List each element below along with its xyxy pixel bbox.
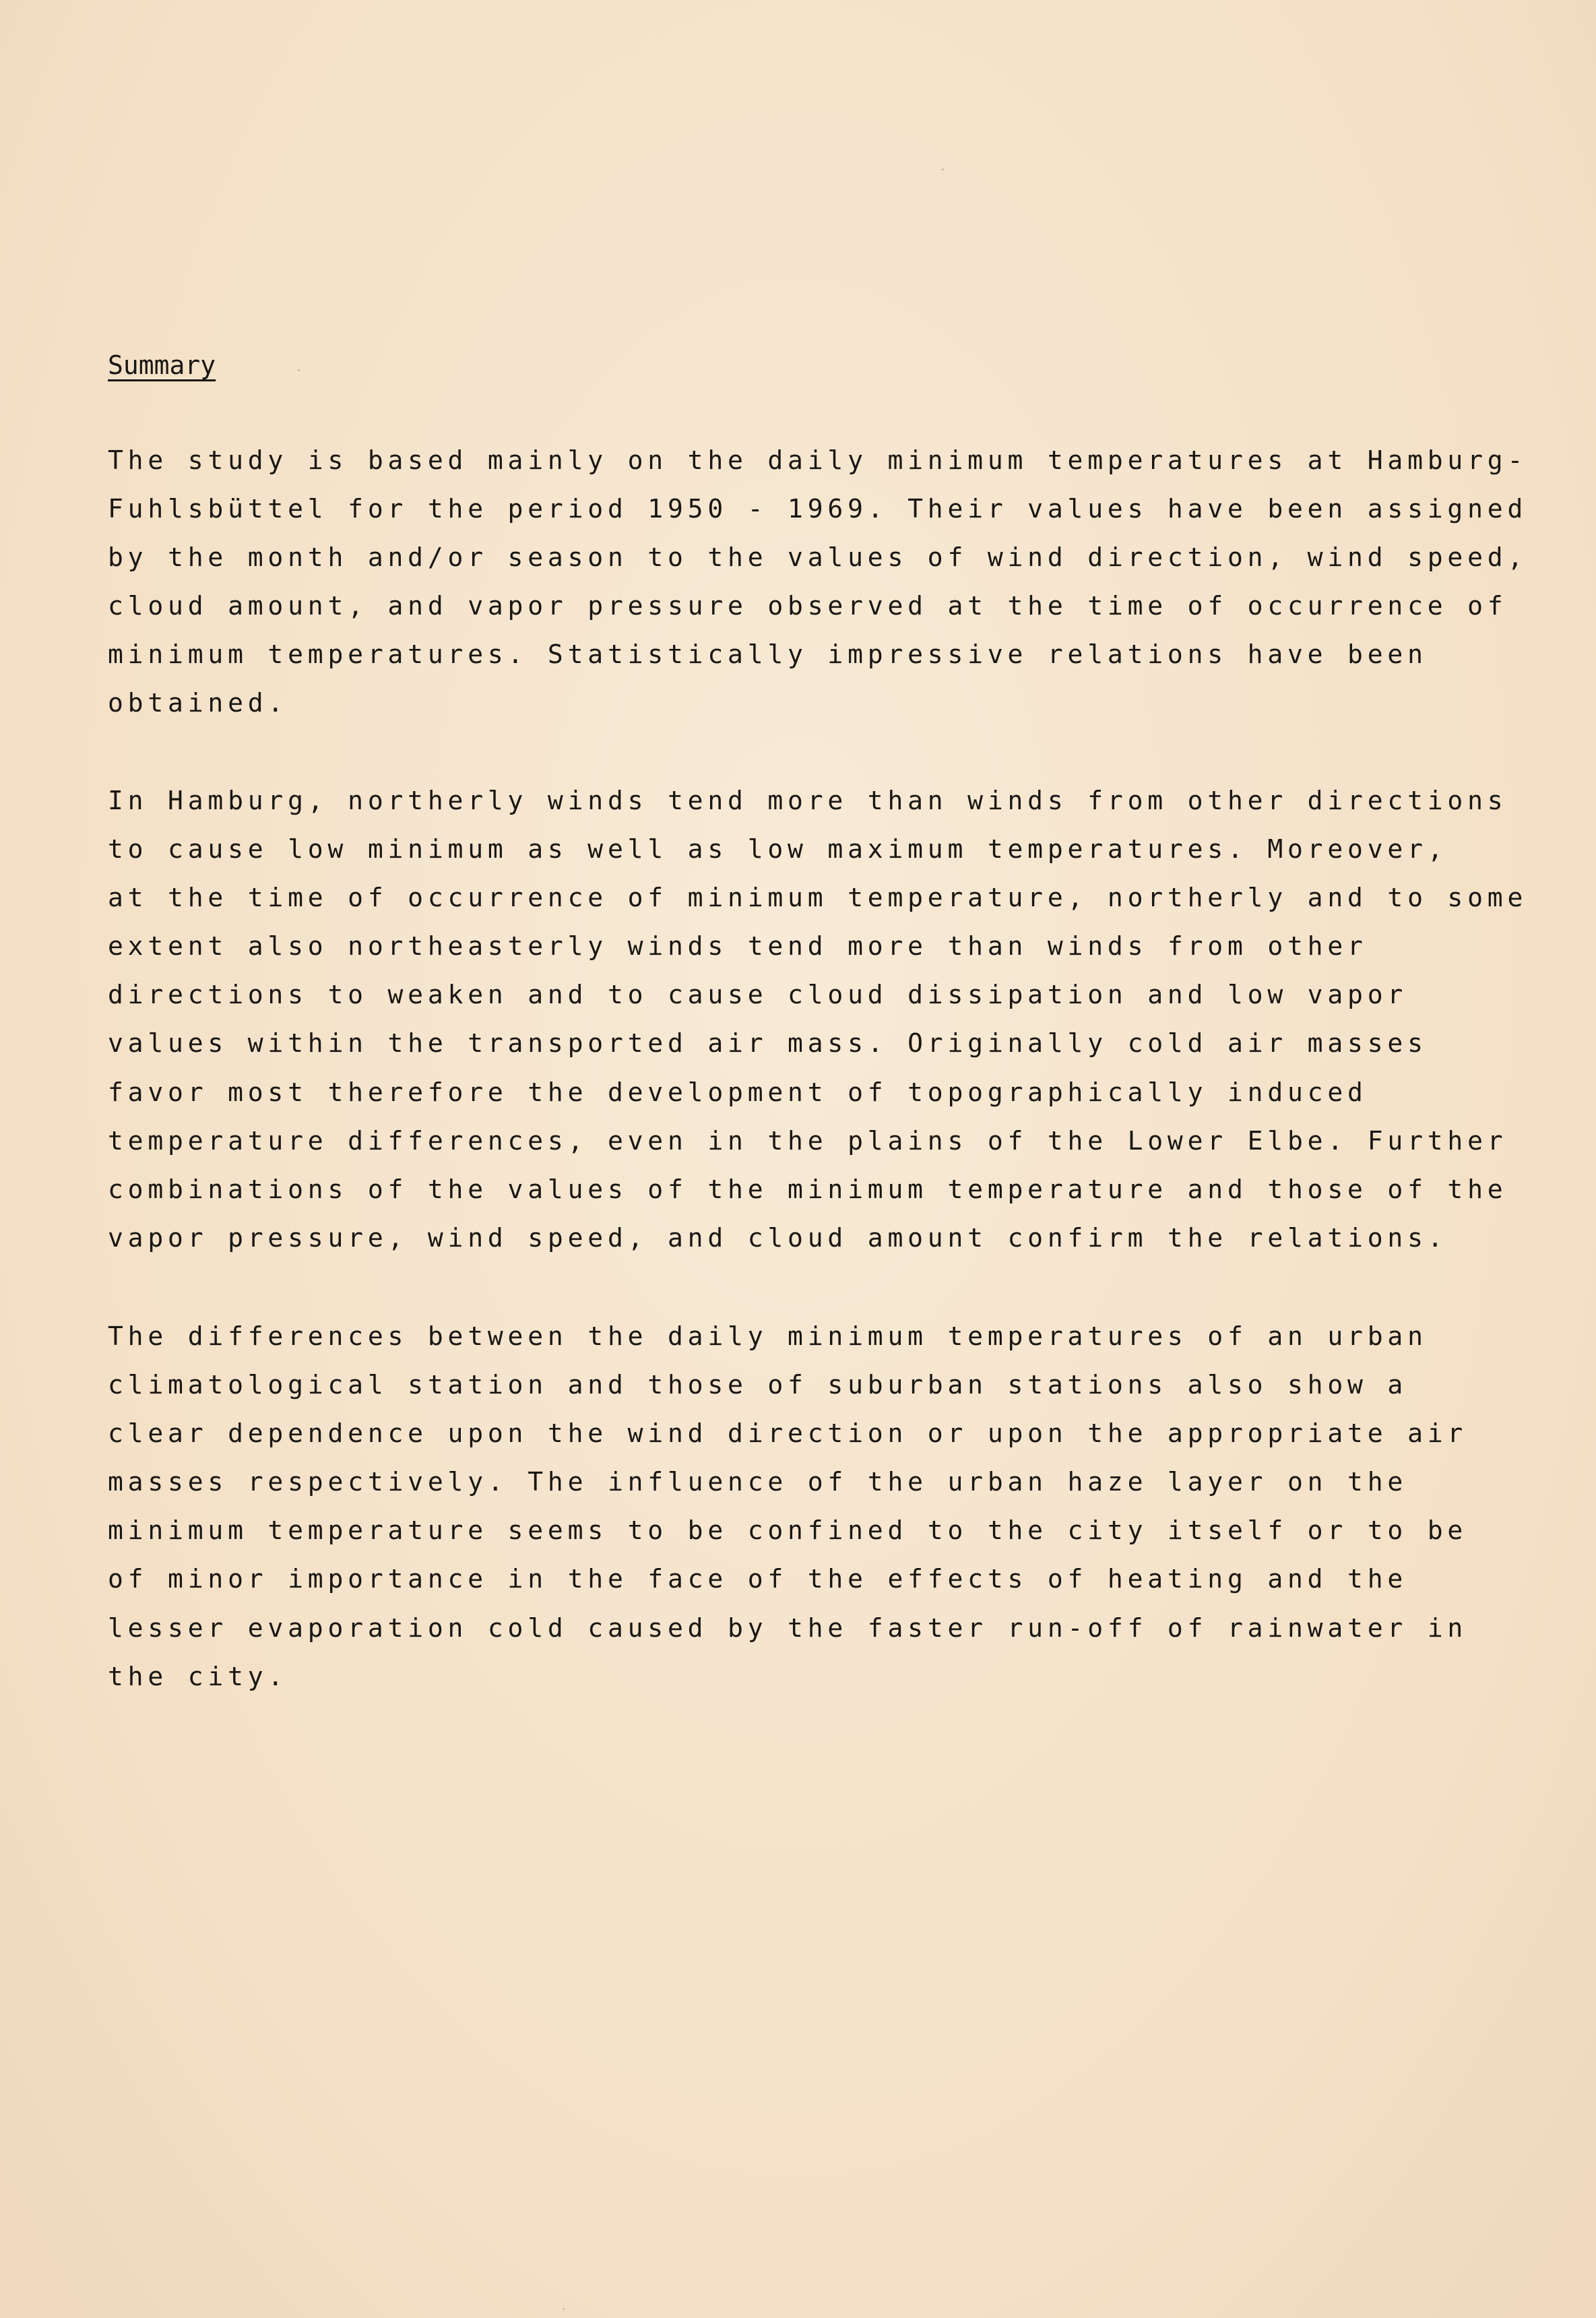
text-line: of minor importance in the face of the effects of heating and the <box>108 1564 1408 1594</box>
text-line: masses respectively. The influence of the urban haze layer on the <box>108 1467 1408 1497</box>
paper-speck <box>563 2308 565 2310</box>
text-line: at the time of occurrence of minimum temperature, northerly and to some <box>108 883 1528 913</box>
text-line: by the month and/or season to the values of wind direction, wind speed, <box>108 542 1528 573</box>
text-line: to cause low minimum as well as low maximum temperatures. Moreover, <box>108 834 1448 865</box>
text-line: clear dependence upon the wind direction or upon the appropriate air <box>108 1418 1468 1449</box>
summary-heading: Summary <box>108 350 216 380</box>
paper-speck <box>298 369 300 371</box>
text-line: directions to weaken and to cause cloud dissipation and low vapor <box>108 980 1408 1010</box>
text-line: minimum temperature seems to be confined to the city itself or to be <box>108 1515 1468 1546</box>
text-line: extent also northeasterly winds tend more than winds from other <box>108 931 1368 962</box>
text-line: vapor pressure, wind speed, and cloud amount confirm the relations. <box>108 1222 1448 1253</box>
text-line: cloud amount, and vapor pressure observed at the time of occurrence of <box>108 591 1508 621</box>
paragraph-3 <box>108 1312 1523 1701</box>
text-line: minimum temperatures. Statistically impressive relations have been <box>108 639 1428 670</box>
text-line: In Hamburg, northerly winds tend more than winds from other directions <box>108 786 1508 815</box>
paragraph-2 <box>108 776 1528 1262</box>
text-line: Fuhlsbüttel for the period 1950 - 1969. Their values have been assigned <box>108 494 1528 524</box>
text-line: obtained. <box>108 688 288 718</box>
paper-speck <box>942 168 944 170</box>
text-line: climatological station and those of suburban stations also show a <box>108 1370 1408 1400</box>
paragraph-1 <box>108 436 1528 728</box>
text-line: values within the transported air mass. Originally cold air masses <box>108 1028 1428 1059</box>
text-line: combinations of the values of the minimum temperature and those of the <box>108 1174 1508 1204</box>
text-line: The differences between the daily minimum temperatures of an urban <box>108 1321 1428 1351</box>
text-line: the city. <box>108 1661 288 1691</box>
text-line: The study is based mainly on the daily minimum temperatures at Hamburg- <box>108 445 1528 475</box>
text-line: lesser evaporation cold caused by the faster run-off of rainwater in <box>108 1612 1468 1643</box>
text-line: temperature differences, even in the plains of the Lower Elbe. Further <box>108 1125 1508 1156</box>
text-line: favor most therefore the development of topographically induced <box>108 1077 1368 1107</box>
